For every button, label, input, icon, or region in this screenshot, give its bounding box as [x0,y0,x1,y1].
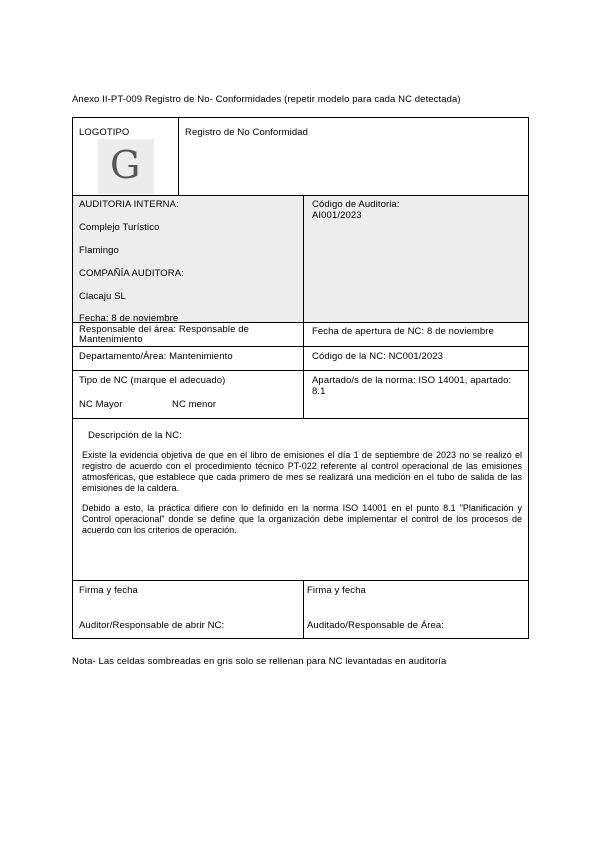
header-title: Registro de No Conformidad [185,127,308,138]
logo-cell [72,117,179,196]
description-paragraph-2: Debido a esto, la práctica difiere con lo definido en la norma ISO 14001 en el punto 8.1 "Planificación y Control operacional" donde se define que la organización debe implementar el control de los procesos de acuerdo con los criterios de operación. [82,503,522,535]
audited-company-line2: Flamingo [79,245,119,256]
nc-minor-option[interactable]: NC menor [172,399,217,410]
auditor-company: Clacaju SL [79,291,126,302]
logo-image [98,139,154,194]
auditee-role: Auditado/Responsable de Área: [307,620,445,631]
opening-date: Fecha de apertura de NC: 8 de noviembre [312,326,494,337]
internal-audit-label: AUDITORIA INTERNA: [79,199,179,210]
auditee-signature-cell [303,580,529,639]
auditee-signature-label: Firma y fecha [307,585,366,596]
auditor-role: Auditor/Responsable de abrir NC: [79,620,225,631]
audit-code-cell [303,195,529,323]
footnote: Nota- Las celdas sombreadas en gris solo se rellenan para NC levantadas en auditoría [72,656,447,667]
description-cell [72,418,529,581]
department-cell [72,346,304,371]
nc-major-option[interactable]: NC Mayor [79,399,123,410]
responsible-cell [72,322,304,347]
document-title: Anexo II-PT-009 Registro de No- Conformidades (repetir modelo para cada NC detectada) [72,94,461,105]
nc-type-label: Tipo de NC (marque el adecuado) [79,375,226,386]
auditor-signature-label: Firma y fecha [79,585,138,596]
norm-section: Apartado/s de la norma: ISO 14001, apartado: 8.1 [312,375,512,397]
auditor-company-label: COMPAÑÍA AUDITORA: [79,268,184,279]
nc-type-cell [72,370,304,419]
audited-company-line1: Complejo Turístico [79,222,160,233]
norm-cell [303,370,529,419]
audit-info-cell [72,195,304,323]
department: Departamento/Área: Mantenimiento [79,351,233,362]
responsible-area: Responsable del área: Responsable de Mantenimiento [79,324,249,345]
opening-date-cell [303,322,529,347]
header-title-cell [178,117,529,196]
description-label: Descripción de la NC: [88,430,182,441]
audit-code-label: Código de Auditoria: [312,199,400,210]
nc-code-cell [303,346,529,371]
audit-code-value: AI001/2023 [312,210,362,221]
audit-date: Fecha: 8 de noviembre [79,313,179,324]
auditor-signature-cell [72,580,304,639]
description-paragraph-1: Existe la evidencia objetiva de que en el libro de emisiones el día 1 de septiembre de 2023 no se realizó el registro de acuerdo con el procedimiento técnico PT-022 referente al control operacional de las emisiones atmosféricas, que establece que cada primero de mes se realizará una medición en el tubo de salida de las emisiones de la caldera. [82,450,522,493]
logo-glyph: G [110,143,141,187]
logo-label: LOGOTIPO [79,127,130,138]
nc-code: Código de la NC: NC001/2023 [312,351,444,362]
